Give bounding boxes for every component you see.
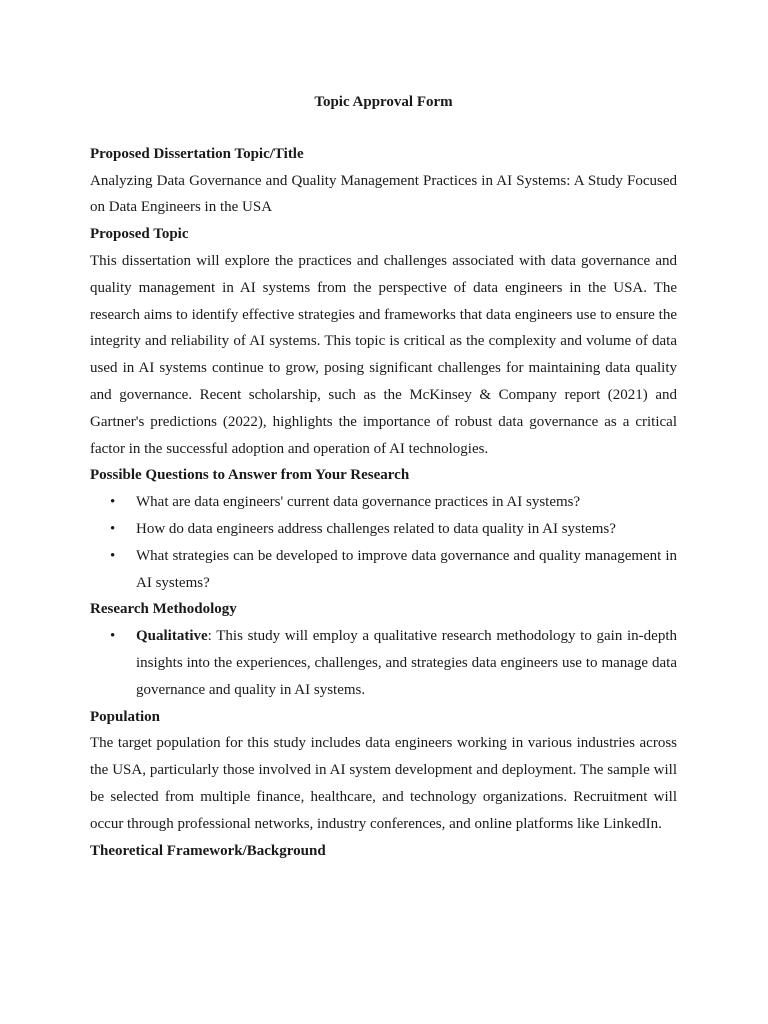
bullet-icon: •: [110, 494, 116, 511]
question-text: How do data engineers address challenges related to data quality in AI systems?: [136, 520, 616, 537]
bullet-icon: •: [110, 520, 116, 537]
bullet-icon: •: [110, 628, 116, 645]
question-item: [90, 543, 677, 597]
population-text: The target population for this study includes data engineers working in various industries across the USA, particularly those involved in AI system development and deployment. The sample will be selected from multiple finance, healthcare, and technology organizations. Recruitment will occur through professional networks, industry conferences, and online platforms like LinkedIn.: [90, 735, 677, 832]
question-text: What are data engineers' current data governance practices in AI systems?: [136, 494, 581, 511]
document-page: [90, 89, 677, 864]
dissertation-title-heading: Proposed Dissertation Topic/Title: [90, 145, 304, 162]
questions-list: [90, 489, 677, 596]
document-title: Topic Approval Form: [314, 94, 453, 110]
methodology-item: [90, 623, 677, 703]
question-item: [90, 516, 677, 543]
methodology-heading: Research Methodology: [90, 601, 237, 618]
methodology-text: : This study will employ a qualitative research methodology to gain in-depth insights into the experiences, challenges, and strategies data engineers use to manage data governance and quality in AI systems.: [136, 628, 677, 698]
methodology-label: Qualitative: [136, 628, 208, 645]
population-heading: Population: [90, 708, 161, 725]
proposed-topic-text: This dissertation will explore the practices and challenges associated with data governance and quality management in AI systems from the perspective of data engineers in the USA. The research aims to identify effective strategies and frameworks that data engineers use to ensure the integrity and reliability of AI systems. This topic is critical as the complexity and volume of data used in AI systems continue to grow, posing significant challenges for maintaining data quality and governance. Recent scholarship, such as the McKinsey & Company report (2021) and Gartner's predictions (2022), highlights the importance of robust data governance as a critical factor in the successful adoption and operation of AI technologies.: [90, 252, 677, 457]
bullet-icon: •: [110, 547, 116, 564]
methodology-list: [90, 623, 677, 703]
questions-heading: Possible Questions to Answer from Your Research: [90, 467, 410, 484]
proposed-topic-heading: Proposed Topic: [90, 226, 189, 243]
question-text: What strategies can be developed to improve data governance and quality management in AI systems?: [136, 547, 677, 591]
question-item: [90, 489, 677, 516]
dissertation-title-text: Analyzing Data Governance and Quality Management Practices in AI Systems: A Study Focused on Data Engineers in the USA: [90, 172, 677, 216]
framework-heading: Theoretical Framework/Background: [90, 842, 326, 859]
